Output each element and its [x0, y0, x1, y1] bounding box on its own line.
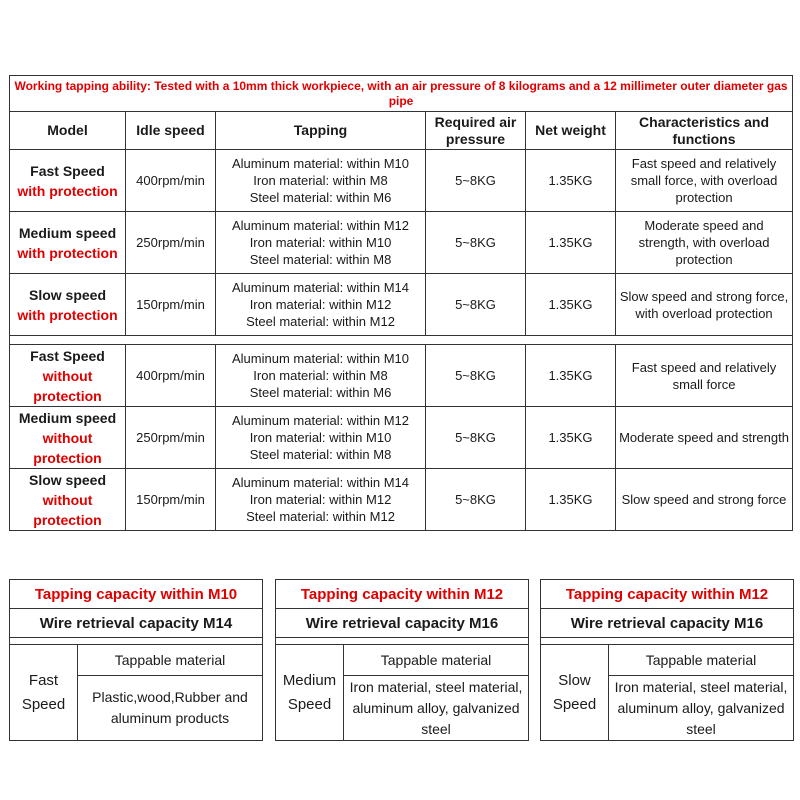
- capacity-box-slow: [540, 579, 794, 741]
- header-model: Model: [10, 112, 126, 150]
- model-cell: [10, 274, 126, 336]
- model-name: Slow speed: [28, 471, 107, 488]
- net-weight-cell: 1.35KG: [526, 469, 616, 531]
- capacity-title: Tapping capacity within M12: [276, 580, 529, 609]
- capacity-box-medium: [275, 579, 529, 741]
- tappable-materials: Plastic,wood,Rubber and aluminum products: [78, 676, 263, 741]
- header-tapping: Tapping: [216, 112, 426, 150]
- capacity-title: Tapping capacity within M12: [541, 580, 794, 609]
- tapping-cell: Aluminum material: within M14 Iron material: within M12 Steel material: within M12: [216, 469, 426, 531]
- model-variant: without protection: [33, 429, 102, 466]
- table-row: [10, 274, 793, 336]
- idle-speed-cell: 250rpm/min: [126, 212, 216, 274]
- header-functions: Characteristics and functions: [616, 112, 793, 150]
- capacity-title: Tapping capacity within M10: [10, 580, 263, 609]
- tappable-material-header: Tappable material: [609, 645, 794, 676]
- net-weight-cell: 1.35KG: [526, 274, 616, 336]
- tappable-material-header: Tappable material: [344, 645, 529, 676]
- wire-retrieval-capacity: Wire retrieval capacity M14: [10, 609, 263, 638]
- model-variant: with protection: [17, 306, 118, 323]
- air-pressure-cell: 5~8KG: [426, 407, 526, 469]
- model-cell: [10, 469, 126, 531]
- model-name: Fast Speed: [30, 347, 105, 364]
- tapping-cell: Aluminum material: within M10 Iron material: within M8 Steel material: within M6: [216, 150, 426, 212]
- functions-cell: Slow speed and strong force, with overload protection: [616, 274, 793, 336]
- net-weight-cell: 1.35KG: [526, 407, 616, 469]
- net-weight-cell: 1.35KG: [526, 345, 616, 407]
- wire-retrieval-capacity: Wire retrieval capacity M16: [541, 609, 794, 638]
- table-row: [10, 469, 793, 531]
- speed-label: Fast Speed: [10, 645, 78, 741]
- model-name: Medium speed: [18, 409, 117, 426]
- speed-label: Medium Speed: [276, 645, 344, 741]
- air-pressure-cell: 5~8KG: [426, 150, 526, 212]
- table-row: [10, 150, 793, 212]
- tapping-cell: Aluminum material: within M14 Iron material: within M12 Steel material: within M12: [216, 274, 426, 336]
- idle-speed-cell: 400rpm/min: [126, 150, 216, 212]
- model-cell: [10, 407, 126, 469]
- tappable-materials: Iron material, steel material, aluminum alloy, galvanized steel: [609, 676, 794, 741]
- model-variant: without protection: [33, 491, 102, 528]
- tapping-cell: Aluminum material: within M12 Iron material: within M10 Steel material: within M8: [216, 407, 426, 469]
- wire-retrieval-capacity: Wire retrieval capacity M16: [276, 609, 529, 638]
- air-pressure-cell: 5~8KG: [426, 345, 526, 407]
- header-air-pressure: Required air pressure: [426, 112, 526, 150]
- functions-cell: Slow speed and strong force: [616, 469, 793, 531]
- model-cell: [10, 150, 126, 212]
- net-weight-cell: 1.35KG: [526, 150, 616, 212]
- model-variant: with protection: [17, 182, 118, 199]
- capacity-box-fast: [9, 579, 263, 741]
- model-name: Medium speed: [18, 224, 117, 241]
- model-variant: without protection: [33, 367, 102, 404]
- functions-cell: Fast speed and relatively small force: [616, 345, 793, 407]
- header-net-weight: Net weight: [526, 112, 616, 150]
- tapping-cell: Aluminum material: within M12 Iron material: within M10 Steel material: within M8: [216, 212, 426, 274]
- test-notice: Working tapping ability: Tested with a 10mm thick workpiece, with an air pressure of 8 kilograms and a 12 millimeter outer diameter gas pipe: [10, 76, 793, 112]
- model-name: Fast Speed: [30, 162, 105, 179]
- idle-speed-cell: 250rpm/min: [126, 407, 216, 469]
- tapping-cell: Aluminum material: within M10 Iron material: within M8 Steel material: within M6: [216, 345, 426, 407]
- functions-cell: Fast speed and relatively small force, with overload protection: [616, 150, 793, 212]
- functions-cell: Moderate speed and strength: [616, 407, 793, 469]
- speed-label: Slow Speed: [541, 645, 609, 741]
- model-name: Slow speed: [28, 286, 107, 303]
- air-pressure-cell: 5~8KG: [426, 274, 526, 336]
- header-row: [10, 112, 793, 150]
- section-divider: [10, 336, 793, 345]
- table-row: [10, 407, 793, 469]
- idle-speed-cell: 150rpm/min: [126, 469, 216, 531]
- table-row: [10, 345, 793, 407]
- header-idle-speed: Idle speed: [126, 112, 216, 150]
- spec-table: [9, 75, 793, 531]
- model-cell: [10, 345, 126, 407]
- tappable-materials: Iron material, steel material, aluminum alloy, galvanized steel: [344, 676, 529, 741]
- functions-cell: Moderate speed and strength, with overload protection: [616, 212, 793, 274]
- air-pressure-cell: 5~8KG: [426, 469, 526, 531]
- model-variant: with protection: [17, 244, 118, 261]
- model-cell: [10, 212, 126, 274]
- idle-speed-cell: 400rpm/min: [126, 345, 216, 407]
- tappable-material-header: Tappable material: [78, 645, 263, 676]
- net-weight-cell: 1.35KG: [526, 212, 616, 274]
- table-row: [10, 212, 793, 274]
- air-pressure-cell: 5~8KG: [426, 212, 526, 274]
- idle-speed-cell: 150rpm/min: [126, 274, 216, 336]
